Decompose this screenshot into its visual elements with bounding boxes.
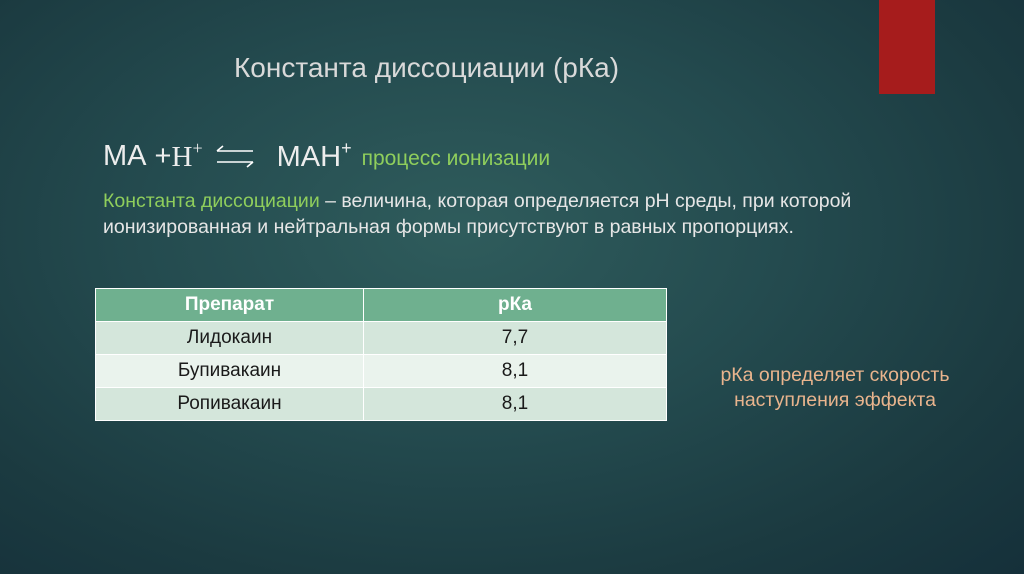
- definition-paragraph: [103, 189, 893, 240]
- drug-name-cell: Бупивакаин: [96, 355, 364, 388]
- equation-h: Н: [171, 141, 193, 173]
- slide-title: Константа диссоциации (рКа): [234, 52, 620, 83]
- equation-mah: МАН: [276, 141, 342, 173]
- pka-value-cell: 7,7: [364, 322, 667, 355]
- equation-right: [277, 138, 352, 174]
- pka-effect-note: рКа определяет скорость наступления эффекта: [720, 364, 950, 411]
- drug-name-cell: Лидокаин: [96, 322, 364, 355]
- equation-note: процесс ионизации: [361, 147, 551, 170]
- table-row: [96, 388, 667, 421]
- pka-table: [95, 288, 667, 421]
- header-drug: Препарат: [96, 289, 364, 322]
- equilibrium-arrows-icon: [213, 143, 257, 169]
- equation-mah-charge: +: [341, 138, 352, 158]
- equation-left: МА +: [103, 139, 172, 172]
- header-pka: рКа: [364, 289, 667, 322]
- decorative-red-tab: [879, 0, 935, 94]
- pka-value-cell: 8,1: [364, 355, 667, 388]
- drug-name-cell: Ропивакаин: [96, 388, 364, 421]
- table-header-row: [96, 289, 667, 322]
- definition-term: Константа диссоциации: [103, 190, 320, 212]
- table-row: [96, 322, 667, 355]
- pka-value-cell: 8,1: [364, 388, 667, 421]
- equation-hydrogen: [172, 138, 203, 174]
- equation-h-charge: +: [192, 138, 203, 158]
- ionization-equation: [103, 138, 550, 174]
- definition-text: – величина, которая определяется рН среды, при которой ионизированная и нейтральная формы присутствуют в равных пропорциях.: [103, 190, 852, 238]
- table-row: [96, 355, 667, 388]
